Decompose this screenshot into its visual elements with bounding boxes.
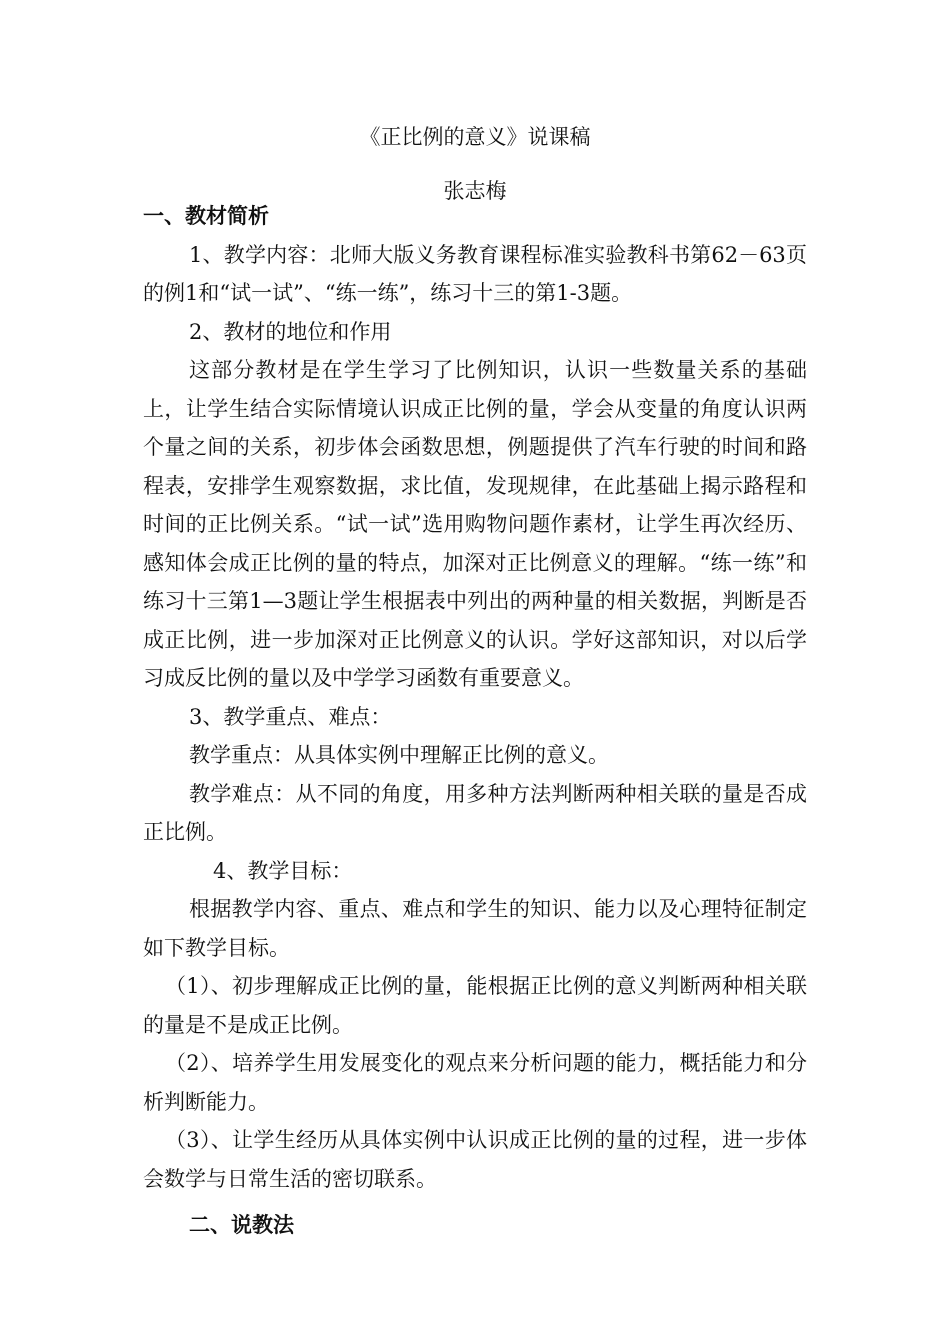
paragraph-objective-3: （3）、让学生经历从具体实例中认识成正比例的量的过程，进一步体会数学与日常生活的密切联系。 — [143, 1128, 807, 1191]
spacer — [143, 1198, 807, 1206]
page-title: 《正比例的意义》说课稿 — [359, 125, 591, 149]
paragraph-key-points-heading: 3、教学重点、难点： — [189, 704, 392, 729]
paragraph-difficulty: 教学难点：从不同的角度，用多种方法判断两种相关联的量是否成正比例。 — [143, 781, 807, 844]
paragraph-status-role: 这部分教材是在学生学习了比例知识，认识一些数量关系的基础上，让学生结合实际情境认识成正比例的量，学会从变量的角度认识两个量之间的关系，初步体会函数思想，例题提供了汽车行驶的时间和路程表，安排学生观察数据，求比值，发现规律，在此基础上揭示路程和时间的正比例关系。“试一试”选用购物问题作素材，让学生再次经历、感知体会成正比例的量的特点，加深对正比例意义的理解。“练一练”和练习十三第1—3题让学生根据表中列出的两种量的相关数据，判断是否成正比例，进一步加深对正比例意义的认识。学好这部知识，对以后学习成反比例的量以及中学学习函数有重要意义。 — [143, 358, 807, 690]
paragraph-objective-1: （1）、初步理解成正比例的量，能根据正比例的意义判断两种相关联的量是不是成正比例。 — [143, 974, 807, 1037]
paragraph-objectives-intro: 根据教学内容、重点、难点和学生的知识、能力以及心理特征制定如下教学目标。 — [143, 897, 807, 960]
paragraph-teaching-content: 1、教学内容：北师大版义务教育课程标准实验教科书第62－63页的例1和“试一试”、“练一练”，练习十三的第1-3题。 — [143, 242, 807, 305]
section-heading-2: 二、说教法 — [189, 1212, 294, 1237]
author-name: 张志梅 — [443, 179, 507, 203]
paragraph-key-point: 教学重点：从具体实例中理解正比例的意义。 — [189, 743, 609, 767]
paragraph-objective-2: （2）、培养学生用发展变化的观点来分析问题的能力，概括能力和分析判断能力。 — [143, 1051, 807, 1114]
paragraph-objectives-heading: 4、教学目标： — [213, 858, 353, 883]
document-body — [143, 197, 807, 1245]
paragraph-status-role-heading: 2、教材的地位和作用 — [189, 319, 392, 344]
section-heading-1: 一、教材简析 — [143, 203, 269, 228]
